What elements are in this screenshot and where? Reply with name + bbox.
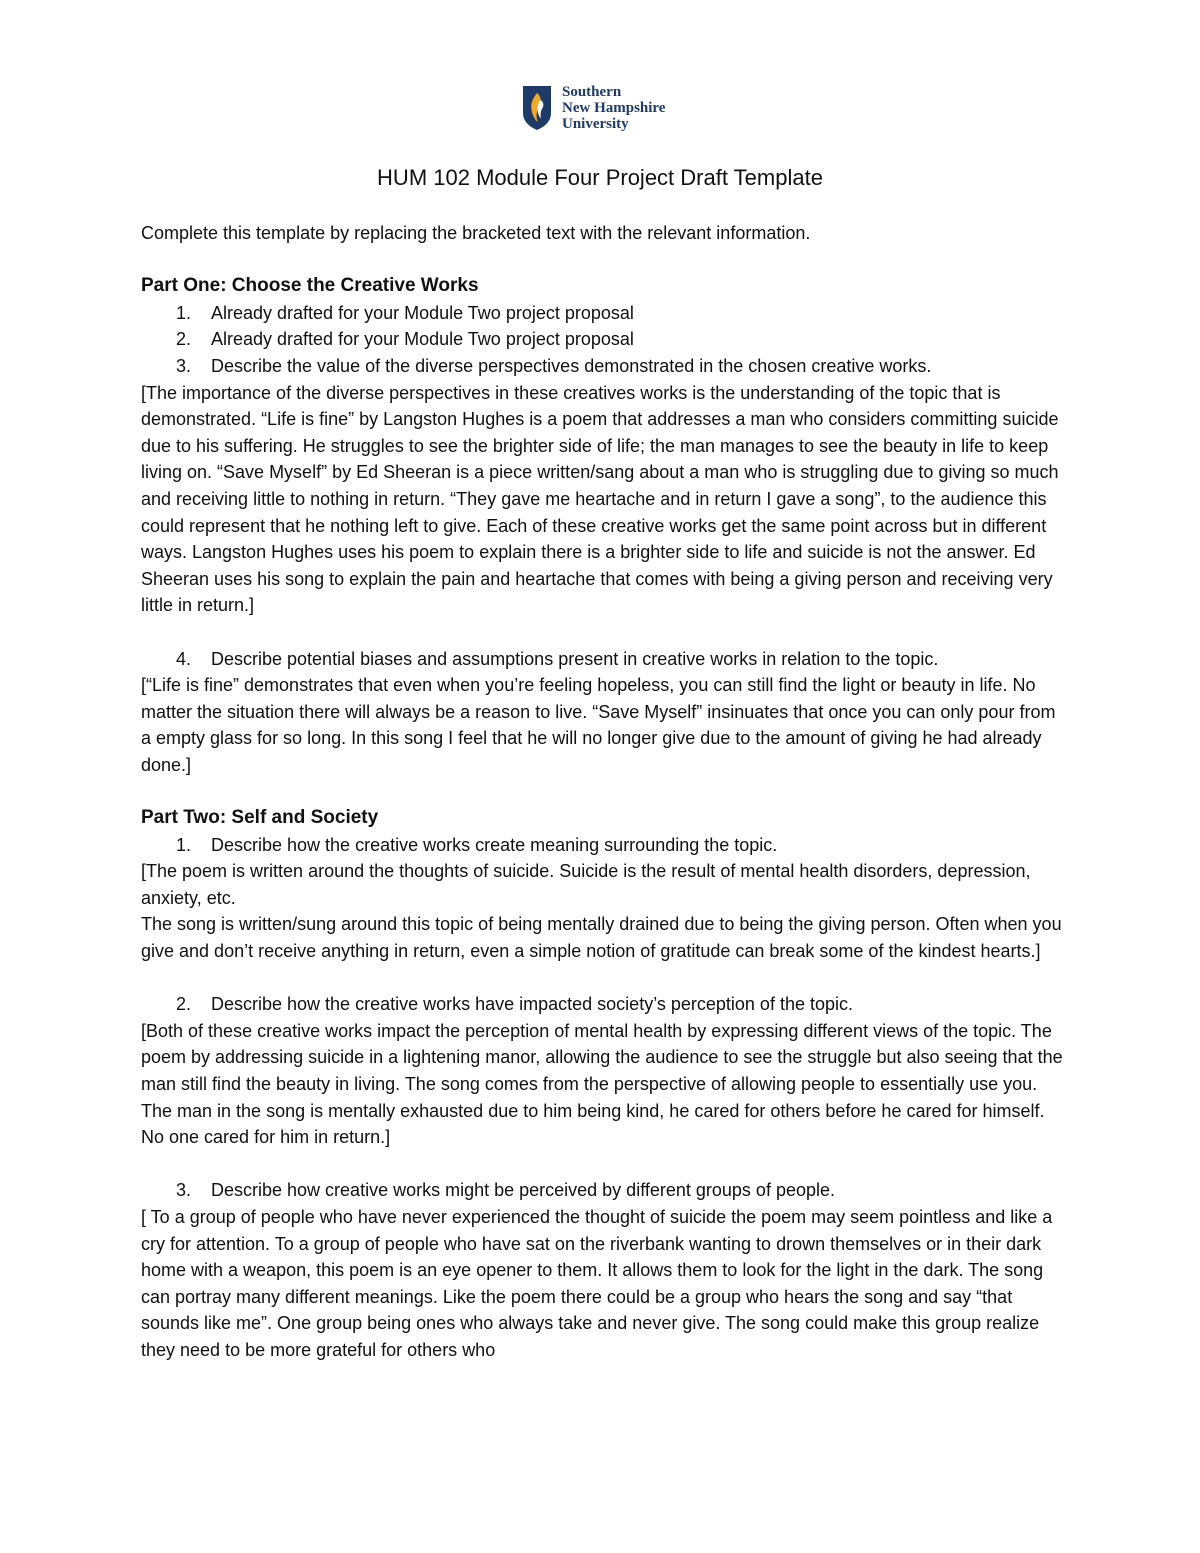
list-item: [141, 300, 1066, 327]
intro-text: Complete this template by replacing the bracketed text with the relevant information.: [141, 223, 811, 243]
answer-part-one-3: [The importance of the diverse perspectives in these creatives works is the understanding of the topic that is demonstrated. “Life is fine” by Langston Hughes is a poem that addresses a man who considers committing suicide due to his suffering. He struggles to see the brighter side of life; the man manages to see the beauty in life to keep living on. “Save Myself” by Ed Sheeran is a piece written/sang about a man who is struggling due to giving so much and receiving little to nothing in return. “They gave me heartache and in return I gave a song”, to the audience this could represent that he nothing left to give. Each of these creative works get the same point across but in different ways. Langston Hughes uses his poem to explain there is a brighter side to life and suicide is not the answer. Ed Sheeran uses his song to explain the pain and heartache that comes with being a giving person and receiving very little in return.]: [141, 382, 1059, 616]
list-item: [141, 1177, 1066, 1204]
logo-line-3: University: [562, 116, 629, 132]
list-item: [141, 991, 1066, 1018]
document-body: [141, 220, 1066, 1364]
list-text: Describe potential biases and assumptions present in creative works in relation to the topic.: [211, 648, 939, 669]
list-item: [141, 646, 1066, 673]
list-number: 2.: [176, 329, 192, 350]
logo-line-2: New Hampshire: [562, 100, 666, 116]
document-title: HUM 102 Module Four Project Draft Template: [377, 165, 823, 190]
list-text: Already drafted for your Module Two project proposal: [211, 302, 634, 323]
list-number: 3.: [176, 1180, 192, 1201]
university-logo: [522, 84, 665, 132]
answer-part-two-1b: The song is written/sung around this topic of being mentally drained due to being the giving person. Often when you give and don’t receive anything in return, even a simple notion of gratitude can break some of the kindest hearts.]: [141, 914, 1062, 962]
list-text: Describe the value of the diverse perspectives demonstrated in the chosen creative works.: [211, 355, 932, 376]
answer-part-two-2: [Both of these creative works impact the perception of mental health by expressing different views of the topic. The poem by addressing suicide in a lightening manor, allowing the audience to see the struggle but also seeing that the man still find the beauty in living. The song comes from the perspective of allowing people to essentially use you. The man in the song is mentally exhausted due to him being kind, he cared for others before he cared for himself. No one cared for him in return.]: [141, 1020, 1063, 1148]
answer-part-two-1a: [The poem is written around the thoughts of suicide. Suicide is the result of mental health disorders, depression, anxiety, etc.: [141, 861, 1031, 908]
list-number: 3.: [176, 355, 192, 376]
list-number: 2.: [176, 994, 192, 1015]
answer-part-one-4: [“Life is fine” demonstrates that even when you’re feeling hopeless, you can still find the light or beauty in life. No matter the situation there will always be a reason to live. “Save Myself” insinuates that once you can only pour from a empty glass for so long. In this song I feel that he will no longer give due to the amount of giving he had already done.]: [141, 675, 1056, 775]
part-two-heading: Part Two: Self and Society: [141, 807, 379, 829]
list-text: Already drafted for your Module Two project proposal: [211, 329, 634, 350]
list-text: Describe how the creative works create meaning surrounding the topic.: [211, 834, 778, 855]
logo-line-1: Southern: [562, 84, 622, 100]
list-number: 1.: [176, 302, 192, 323]
list-item: [141, 832, 1066, 859]
part-one-heading: Part One: Choose the Creative Works: [141, 275, 479, 297]
list-number: 1.: [176, 834, 192, 855]
list-item: [141, 353, 1066, 380]
list-item: [141, 326, 1066, 353]
logo-wordmark: [562, 84, 665, 132]
list-text: Describe how creative works might be perceived by different groups of people.: [211, 1180, 835, 1201]
flame-shield-icon: [522, 85, 552, 131]
answer-part-two-3: [ To a group of people who have never experienced the thought of suicide the poem may seem pointless and like a cry for attention. To a group of people who have sat on the riverbank wanting to drown themselves or in their dark home with a weapon, this poem is an eye opener to them. It allows them to look for the light in the dark. The song can portray many different meanings. Like the poem there could be a group who hears the song and say “that sounds like me”. One group being ones who always take and never give. The song could make this group realize they need to be more grateful for others who: [141, 1206, 1053, 1360]
list-number: 4.: [176, 648, 192, 669]
list-text: Describe how the creative works have impacted society’s perception of the topic.: [211, 994, 853, 1015]
